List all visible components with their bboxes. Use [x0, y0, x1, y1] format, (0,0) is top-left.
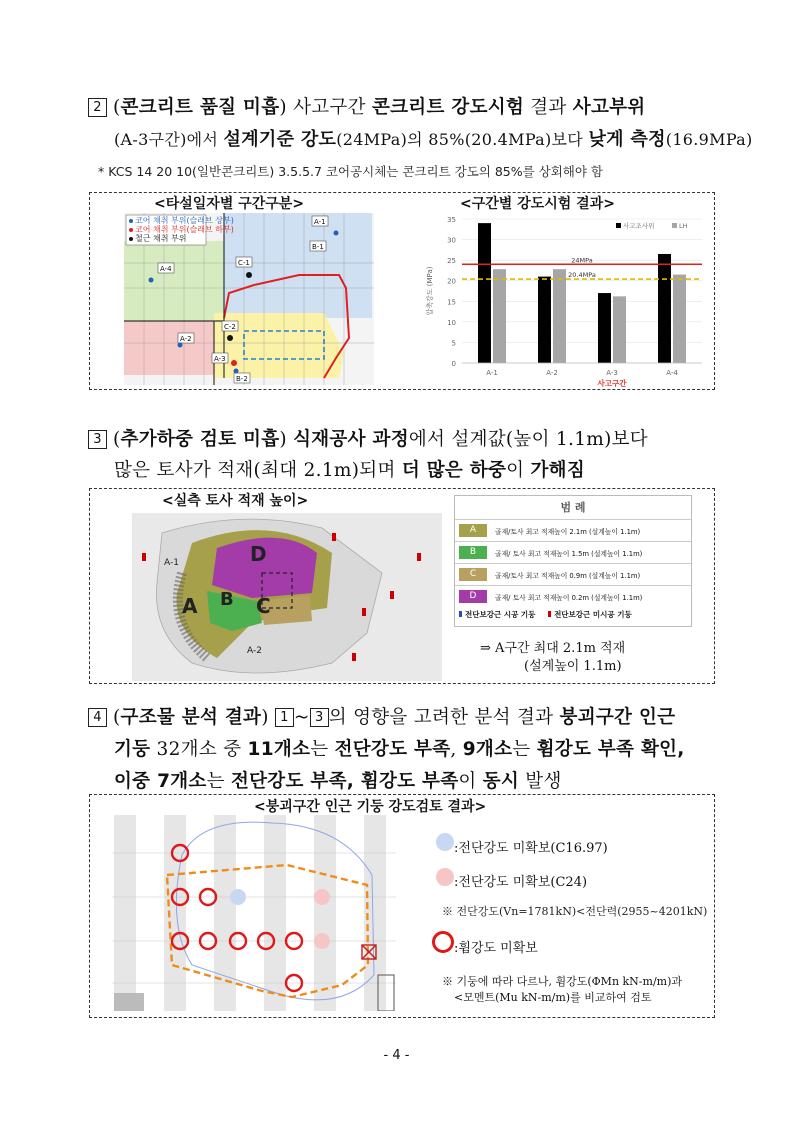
y-tick-label: 15: [447, 298, 456, 307]
bold-text: 가해짐: [530, 460, 586, 481]
plan-label-a4: A-4: [160, 265, 172, 273]
plan-legend-1: 코어 채취 부위(슬래브 상부): [135, 216, 234, 225]
bold-text: 콘크리트 품질 미흡: [120, 97, 280, 118]
reference-line-label: 20.4MPa: [568, 271, 596, 280]
legend-row-d: [455, 585, 691, 607]
bold-text: 9개소: [462, 739, 513, 760]
section-3-line2: [114, 455, 585, 487]
legend-swatch: B: [459, 546, 487, 559]
legend-row-c: [455, 563, 691, 585]
text: 는: [310, 739, 335, 760]
map-label-a: A: [182, 594, 198, 618]
legend-label: 사고조사위: [623, 222, 655, 230]
column-legend-pink: :전단강도 미확보(C24): [454, 875, 588, 890]
y-tick-label: 25: [447, 257, 456, 266]
text: 이: [506, 460, 531, 481]
text: 발생: [519, 771, 562, 792]
column-legend-pink-marker: [436, 868, 454, 886]
plan-legend-2: 코어 채취 부위(슬래브 하부): [135, 225, 234, 234]
text: (24MPa)의 85%(20.4MPa)보다: [336, 130, 589, 149]
column-legend-blue: :전단강도 미확보(C16.97): [454, 841, 608, 856]
legend-swatch: D: [459, 590, 487, 603]
text: 이: [458, 771, 483, 792]
map-label-b: B: [220, 589, 234, 610]
text: (A-3구간)에서: [114, 130, 224, 149]
y-tick-label: 0: [451, 360, 456, 368]
caption-column-review: <붕괴구간 인근 기둥 강도검토 결과>: [254, 799, 487, 815]
x-tick-label: A-4: [666, 369, 678, 377]
map-label-a1: A-1: [164, 558, 179, 568]
bar-a-2-series1: [538, 277, 551, 363]
legend-text: 골재/ 토사 최고 적재높이 0.2m (설계높이 1.1m): [495, 593, 643, 602]
x-tick-label: A-3: [606, 369, 618, 377]
legend-swatch: [616, 223, 621, 228]
bold-text: 낮게 측정: [588, 129, 666, 150]
plan-legend-3: 철근 채취 부위: [135, 234, 187, 243]
section-3-line1: [88, 424, 648, 456]
bold-text: 기둥: [114, 739, 151, 760]
caption-strength-results: <구간별 강도시험 결과>: [460, 196, 615, 212]
bar-a-2-series2: [553, 269, 566, 363]
text: 많은 토사가 적재(최대 2.1m)되며: [114, 460, 402, 481]
ref-number-1: 1: [275, 708, 294, 727]
column-review-plan: [112, 815, 396, 1011]
map-label-a2: A-2: [247, 646, 262, 656]
section-2-line1: [88, 92, 645, 124]
bold-text: 설계기준 강도: [223, 129, 337, 150]
plan-label-a3: A-3: [214, 355, 226, 363]
legend-row-b: [455, 541, 691, 563]
map-label-d: D: [250, 542, 267, 566]
plan-label-a2: A-2: [180, 335, 192, 343]
bar-a-1-series2: [493, 269, 506, 363]
bold-text: 더 많은 하중: [401, 460, 507, 481]
column-note-2: ※ 기둥에 따라 다르나, 휨강도(ΦMn kN-m/m)과: [442, 975, 683, 988]
legend-text: 골재/ 토사 최고 적재높이 1.5m (설계높이 1.1m): [495, 549, 643, 558]
column-legend-red-marker: [432, 931, 454, 953]
legend-swatch: [672, 223, 677, 228]
section-number-3: 3: [88, 430, 107, 449]
section-number-4: 4: [88, 708, 107, 727]
soil-result-line2: (설계높이 1.1m): [524, 659, 622, 674]
caption-soil-height: <실측 토사 적재 높이>: [162, 493, 309, 509]
bold-text: 전단강도 부족: [334, 739, 451, 760]
bar-a-4-series1: [658, 254, 671, 363]
bar-a-3-series1: [598, 293, 611, 363]
section-4-line2: [114, 734, 685, 766]
page-number: - 4 -: [383, 1048, 410, 1063]
y-axis-label: 압축강도 (MPa): [426, 266, 434, 316]
text: (: [113, 429, 121, 450]
legend-label: LH: [679, 222, 688, 230]
text: 에서 설계값(높이 1.1m)보다: [408, 429, 648, 450]
x-tick-label: A-2: [546, 369, 558, 377]
soil-height-map: [132, 513, 442, 681]
column-legend-red: :휨강도 미확보: [454, 941, 538, 956]
caption-pour-zones: <타설일자별 구간구분>: [154, 196, 305, 212]
plan-label-c1: C-1: [238, 259, 250, 267]
text: ) 사고구간: [279, 97, 372, 118]
bold-text: 11개소: [247, 739, 311, 760]
bold-text: 사고부위: [572, 97, 646, 118]
figure-box-strength: [89, 192, 715, 390]
x-axis-note: 사고구간: [597, 379, 627, 387]
column-legend-blue-marker: [436, 833, 454, 851]
figure-box-soil: [89, 488, 715, 684]
y-tick-label: 5: [451, 339, 456, 348]
bold-text: 전단강도 부족, 휨강도 부족: [230, 771, 459, 792]
plan-label-b2: B-2: [236, 375, 248, 383]
bold-text: 휨강도 부족 확인,: [536, 739, 685, 760]
text: 의 영향을 고려한 분석 결과: [328, 707, 560, 728]
y-tick-label: 35: [447, 216, 456, 224]
section-number-2: 2: [88, 98, 107, 117]
bold-text: 붕괴구간 인근: [559, 707, 676, 728]
legend-swatch: A: [459, 524, 487, 537]
plan-label-a1: A-1: [314, 218, 326, 226]
text: (16.9MPa): [665, 130, 753, 149]
figure-box-columns: [89, 794, 715, 1018]
text: ): [261, 707, 275, 728]
bold-text: 이중 7개소: [114, 771, 207, 792]
legend-row-a: [455, 519, 691, 541]
x-tick-label: A-1: [486, 369, 498, 377]
soil-result-line1: ⇒ A구간 최대 2.1m 적재: [480, 641, 626, 656]
section-2-line2: [114, 124, 753, 156]
bold-text: 동시: [482, 771, 520, 792]
text: ): [279, 429, 294, 450]
y-tick-label: 30: [447, 236, 456, 245]
text: (: [113, 97, 121, 118]
kcs-note: * KCS 14 20 10(일반콘크리트) 3.5.5.7 코어공시체는 콘크리트 강도의 85%를 상회해야 함: [98, 164, 603, 179]
strength-bar-chart: [420, 211, 710, 387]
legend-footer: [459, 609, 691, 620]
legend-text: 골재/토사 최고 적재높이 0.9m (설계높이 1.1m): [495, 571, 641, 580]
text: 32개소 중: [150, 739, 248, 760]
text: ~: [293, 707, 310, 728]
reference-line-label: 24MPa: [571, 256, 593, 265]
bar-a-3-series2: [613, 296, 626, 363]
bold-text: 식재공사 과정: [293, 429, 409, 450]
legend-swatch: C: [459, 568, 487, 581]
column-note-1: ※ 전단강도(Vn=1781kN)<전단력(2955~4201kN): [442, 905, 708, 918]
text: 결과: [524, 97, 573, 118]
plan-label-b1: B-1: [312, 243, 324, 251]
legend-title: 범 례: [560, 501, 586, 514]
bar-a-1-series1: [478, 223, 491, 363]
text: ,: [450, 739, 463, 760]
soil-legend: [454, 495, 692, 627]
y-tick-label: 20: [447, 277, 456, 286]
text: (: [113, 707, 121, 728]
legend-foot-1: 전단보강근 시공 기둥: [465, 610, 536, 619]
bold-text: 콘크리트 강도시험: [371, 97, 525, 118]
text: 는: [206, 771, 231, 792]
column-note-3: <모멘트(Mu kN-m/m)를 비교하여 검토: [454, 991, 652, 1004]
bold-text: 구조물 분석 결과: [120, 707, 262, 728]
text: 는: [512, 739, 537, 760]
map-label-c: C: [256, 594, 271, 618]
pour-zone-plan: [124, 213, 374, 385]
y-tick-label: 10: [447, 318, 456, 327]
legend-text: 골재/토사 최고 적재높이 2.1m (설계높이 1.1m): [495, 527, 641, 536]
section-4-line1: [88, 702, 675, 734]
bar-a-4-series2: [673, 275, 686, 363]
ref-number-3: 3: [310, 708, 329, 727]
bold-text: 추가하중 검토 미흡: [120, 429, 280, 450]
legend-foot-2: 전단보강근 미시공 기둥: [554, 610, 632, 619]
plan-label-c2: C-2: [224, 323, 236, 331]
